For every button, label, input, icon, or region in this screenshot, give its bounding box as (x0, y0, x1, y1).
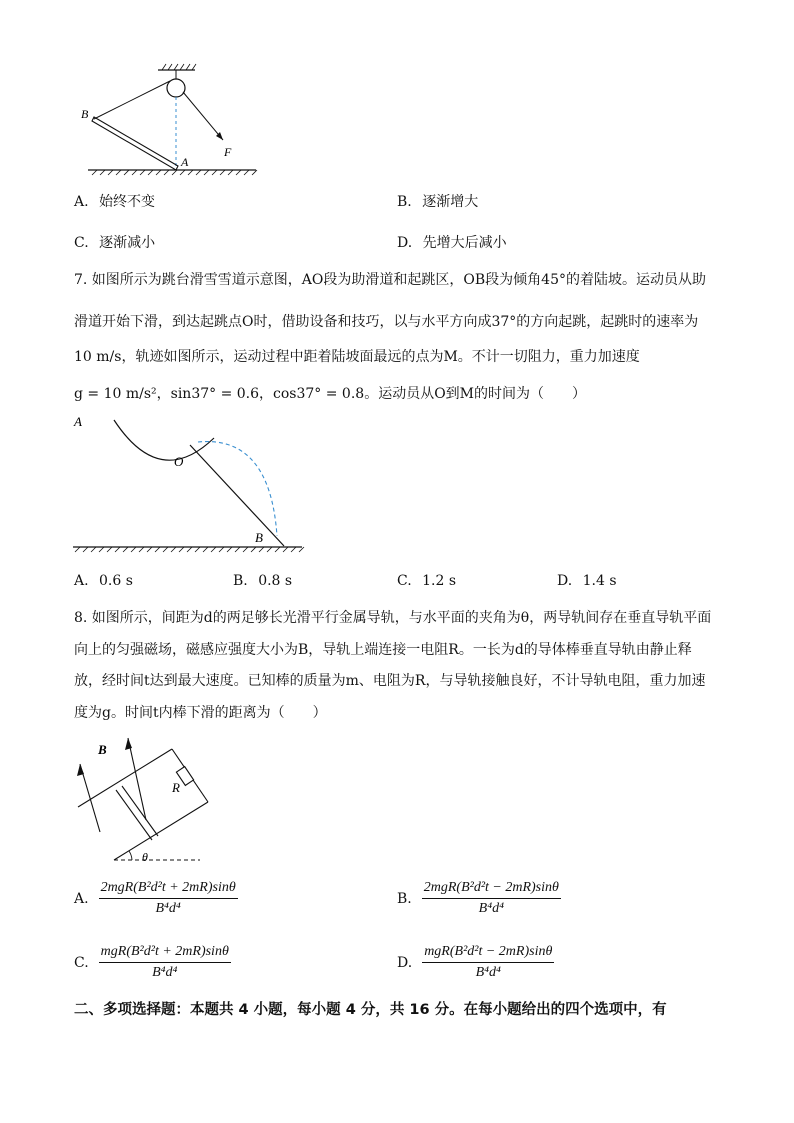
q7-option-b-text: 0.8 s (258, 573, 293, 589)
q6-option-b-text: 逐渐增大 (422, 194, 479, 210)
q7-line-3: 10 m/s，轨迹如图所示，运动过程中距着陆坡面最远的点为M。不计一切阻力，重力加速度 (74, 349, 640, 365)
q8-option-a[interactable] (74, 880, 238, 917)
q8-option-c-letter: C. (74, 954, 89, 971)
q8-option-c[interactable] (74, 944, 231, 981)
q8-label-r: R (172, 780, 180, 795)
q7-option-c-letter: C. (397, 573, 412, 589)
q8-option-d-fraction (422, 944, 554, 981)
section-2-heading: 二、多项选择题：本题共 4 小题，每小题 4 分，共 16 分。在每小题给出的四个选项中，有 (74, 1002, 667, 1018)
q8-option-a-denominator: B⁴d⁴ (155, 901, 181, 916)
q8-option-d-denominator: B⁴d⁴ (475, 965, 501, 980)
q7-option-c-text: 1.2 s (422, 573, 457, 589)
q6-option-d[interactable] (397, 233, 507, 253)
q8-option-c-fraction (99, 944, 231, 981)
q7-line-2: 滑道开始下滑，到达起跳点O时，借助设备和技巧，以与水平方向成37°的方向起跳，起跳时的速率为 (74, 314, 699, 330)
q6-option-d-text: 先增大后减小 (422, 235, 507, 251)
q7-label-a: A (74, 414, 82, 429)
q8-line-2: 向上的匀强磁场，磁感应强度大小为B，导轨上端连接一电阻R。一长为d的导体棒垂直导轨由静止释 (74, 642, 692, 658)
q8-option-d-letter: D. (397, 954, 413, 971)
q7-option-b[interactable] (233, 571, 292, 591)
q8-option-d[interactable] (397, 944, 554, 981)
q7-label-o: O (174, 454, 184, 469)
q8-option-c-denominator: B⁴d⁴ (152, 965, 178, 980)
q7-option-d-letter: D. (557, 573, 573, 589)
q6-option-d-letter: D. (397, 235, 413, 251)
q7-option-a-text: 0.6 s (99, 573, 133, 589)
q7-figure (70, 410, 310, 560)
q8-line-4: 度为g。时间t内棒下滑的距离为（ ） (74, 705, 327, 721)
q7-label-b: B (255, 530, 263, 545)
q7-option-a-letter: A. (74, 573, 89, 589)
q8-option-a-fraction (99, 880, 238, 917)
q8-option-a-numerator: 2mgR(B²d²t + 2mR)sinθ (99, 880, 238, 899)
q8-line-1: 8. 如图所示，间距为d的两足够长光滑平行金属导轨，与水平面的夹角为θ，两导轨间存在垂直导轨平面 (74, 610, 712, 626)
q8-option-c-numerator: mgR(B²d²t + 2mR)sinθ (99, 944, 231, 963)
q8-figure (70, 730, 220, 868)
q6-label-f: F (224, 145, 232, 159)
q6-label-b: B (81, 107, 89, 121)
q6-option-c-letter: C. (74, 235, 89, 251)
q8-option-a-letter: A. (74, 890, 89, 907)
q8-label-theta: θ (142, 850, 148, 864)
q6-option-a-letter: A. (74, 194, 89, 210)
q8-option-b-numerator: 2mgR(B²d²t − 2mR)sinθ (422, 880, 561, 899)
q6-option-a-text: 始终不变 (99, 194, 156, 210)
q8-option-b-letter: B. (397, 890, 412, 907)
q7-option-d-text: 1.4 s (582, 573, 617, 589)
q6-option-c[interactable] (74, 233, 155, 253)
q6-option-a[interactable] (74, 192, 155, 212)
q6-option-c-text: 逐渐减小 (99, 235, 156, 251)
q8-line-3: 放，经时间t达到最大速度。已知棒的质量为m、电阻为R，与导轨接触良好，不计导轨电阻，重力加速 (74, 673, 706, 689)
q7-option-c[interactable] (397, 571, 456, 591)
q6-label-a: A (181, 155, 189, 169)
q7-option-a[interactable] (74, 571, 133, 591)
q6-option-b-letter: B. (397, 194, 412, 210)
q6-figure (80, 62, 265, 180)
q7-line-1: 7. 如图所示为跳台滑雪雪道示意图，AO段为助滑道和起跳区，OB段为倾角45°的着陆坡。运动员从助 (74, 272, 706, 288)
q8-option-b-denominator: B⁴d⁴ (478, 901, 504, 916)
q7-option-b-letter: B. (233, 573, 248, 589)
q8-option-b[interactable] (397, 880, 561, 917)
q8-option-b-fraction (422, 880, 561, 917)
q8-option-d-numerator: mgR(B²d²t − 2mR)sinθ (422, 944, 554, 963)
q6-option-b[interactable] (397, 192, 478, 212)
q7-line-4: g = 10 m/s²，sin37° = 0.6，cos37° = 0.8。运动员从O到M的时间为（ ） (74, 386, 587, 402)
q8-label-b: B (98, 742, 107, 757)
q7-option-d[interactable] (557, 571, 617, 591)
